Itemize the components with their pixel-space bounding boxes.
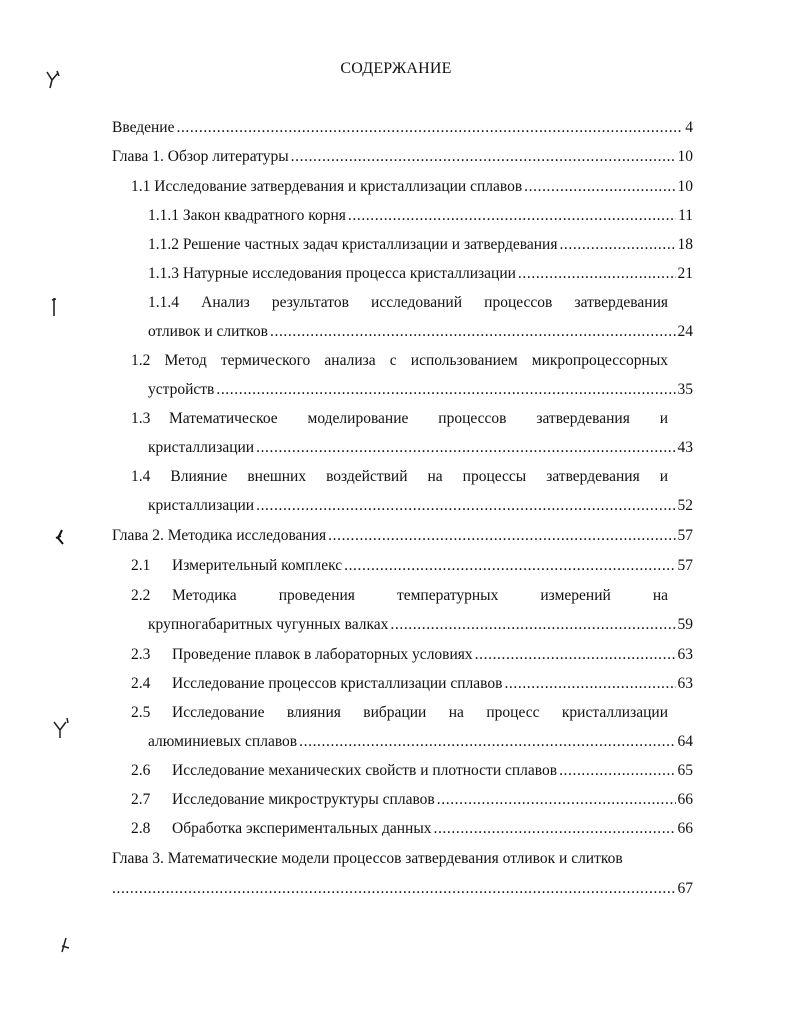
toc-page-number: 52 bbox=[677, 497, 693, 514]
leader-dots bbox=[348, 205, 676, 227]
toc-entry-1-1-3 bbox=[148, 263, 693, 285]
leader-dots bbox=[299, 731, 675, 753]
toc-page-number: 10 bbox=[677, 178, 693, 195]
toc-page-number: 35 bbox=[677, 381, 693, 398]
toc-entry-label: Исследование механических свойств и плотности сплавов bbox=[172, 762, 558, 779]
toc-page-number: 66 bbox=[677, 820, 693, 837]
toc-page-number: 59 bbox=[677, 616, 693, 633]
toc-page-number: 21 bbox=[677, 265, 693, 282]
toc-page-number: 64 bbox=[677, 733, 693, 750]
toc-entry-1-4-line1: 1.4 Влияние внешних воздействий на процессы затвердевания и bbox=[131, 468, 668, 485]
toc-section-number: 2.2 bbox=[131, 587, 151, 604]
toc-entry-chapter-1 bbox=[112, 146, 693, 168]
toc-page-number: 24 bbox=[677, 323, 693, 340]
toc-entry-intro bbox=[112, 117, 693, 139]
leader-dots bbox=[270, 321, 676, 343]
toc-section-number: 2.5 bbox=[131, 704, 151, 721]
toc-entry-2-6 bbox=[172, 760, 693, 782]
toc-entry-2-2-line1: Методика проведения температурных измерений на bbox=[172, 587, 668, 604]
toc-entry-2-8 bbox=[172, 818, 693, 840]
toc-entry-label: 1.1 Исследование затвердевания и кристаллизации сплавов bbox=[131, 178, 523, 195]
toc-entry-chapter-3-line1: Глава 3. Математические модели процессов затвердевания отливок и слитков bbox=[112, 850, 623, 867]
toc-entry-label: Обработка экспериментальных данных bbox=[172, 820, 432, 837]
toc-entry-2-1 bbox=[172, 555, 693, 577]
toc-entry-1-1-4-line1: 1.1.4 Анализ результатов исследований процессов затвердевания bbox=[148, 294, 668, 311]
toc-entry-2-4 bbox=[172, 673, 693, 695]
toc-entry-label: кристаллизации bbox=[148, 497, 255, 514]
toc-entry-1-3-line1: Математическое моделирование процессов затвердевания и bbox=[169, 410, 668, 427]
leader-dots bbox=[433, 818, 675, 840]
leader-dots bbox=[390, 614, 675, 636]
toc-section-number: 2.7 bbox=[131, 791, 151, 808]
leader-dots bbox=[504, 673, 675, 695]
toc-entry-label: Проведение плавок в лабораторных условиях bbox=[172, 646, 473, 663]
toc-entry-2-5-line1: Исследование влияния вибрации на процесс кристаллизации bbox=[172, 704, 668, 721]
leader-dots bbox=[176, 117, 683, 139]
toc-page-number: 65 bbox=[677, 762, 693, 779]
toc-page-number: 10 bbox=[677, 148, 693, 165]
toc-entry-label: отливок и слитков bbox=[148, 323, 268, 340]
margin-mark-icon bbox=[52, 528, 66, 548]
toc-section-number: 1.3 bbox=[131, 410, 151, 427]
toc-entry-2-7 bbox=[172, 789, 693, 811]
toc-entry-1-4 bbox=[148, 495, 693, 517]
toc-entry-label: 1.1.2 Решение частных задач кристаллизации и затвердевания bbox=[148, 236, 558, 253]
toc-entry-1-3 bbox=[148, 437, 693, 459]
toc-page-number: 43 bbox=[677, 439, 693, 456]
toc-section-number: 2.8 bbox=[131, 820, 151, 837]
leader-dots bbox=[112, 878, 676, 900]
leader-dots bbox=[475, 644, 676, 666]
toc-section-number: 2.4 bbox=[131, 675, 151, 692]
toc-entry-1-2 bbox=[148, 379, 693, 401]
toc-entry-2-5 bbox=[148, 731, 693, 753]
leader-dots bbox=[344, 555, 675, 577]
toc-entry-2-2 bbox=[148, 614, 693, 636]
toc-section-number: 2.1 bbox=[131, 557, 151, 574]
toc-page-number: 57 bbox=[677, 557, 693, 574]
toc-page-number: 67 bbox=[677, 880, 693, 897]
toc-entry-label: 1.1.3 Натурные исследования процесса кристаллизации bbox=[148, 265, 516, 282]
toc-section-number: 2.6 bbox=[131, 762, 151, 779]
page-title: СОДЕРЖАНИЕ bbox=[340, 60, 452, 77]
leader-dots bbox=[256, 495, 675, 517]
toc-entry-label: Исследование микроструктуры сплавов bbox=[172, 791, 435, 808]
margin-mark-icon bbox=[52, 716, 72, 740]
toc-entry-1-1 bbox=[131, 176, 693, 198]
leader-dots bbox=[328, 525, 675, 547]
leader-dots bbox=[437, 789, 676, 811]
toc-entry-label: Введение bbox=[112, 119, 175, 136]
toc-page-number: 63 bbox=[677, 646, 693, 663]
toc-page-number: 63 bbox=[677, 675, 693, 692]
toc-page-number: 18 bbox=[677, 236, 693, 253]
margin-mark-icon bbox=[44, 68, 62, 90]
leader-dots bbox=[518, 263, 676, 285]
margin-mark-icon bbox=[58, 936, 72, 956]
toc-entry-1-1-2 bbox=[148, 234, 693, 256]
toc-entry-label: устройств bbox=[148, 381, 215, 398]
toc-entry-label: Исследование процессов кристаллизации сплавов bbox=[172, 675, 503, 692]
toc-entry-label: крупногабаритных чугунных валках bbox=[148, 616, 389, 633]
toc-entry-1-2-line1: 1.2 Метод термического анализа с использованием микропроцессорных bbox=[131, 352, 668, 369]
toc-entry-label: Глава 2. Методика исследования bbox=[112, 527, 327, 544]
toc-section-number: 2.3 bbox=[131, 646, 151, 663]
toc-entry-chapter-2 bbox=[112, 525, 693, 547]
toc-entry-1-1-1 bbox=[148, 205, 693, 227]
toc-page-number: 4 bbox=[685, 119, 693, 136]
toc-entry-1-1-4 bbox=[148, 321, 693, 343]
leader-dots bbox=[256, 437, 675, 459]
leader-dots bbox=[559, 760, 675, 782]
toc-entry-label: алюминиевых сплавов bbox=[148, 733, 298, 750]
toc-entry-label: Измерительный комплекс bbox=[172, 557, 343, 574]
toc-entry-2-3 bbox=[172, 644, 693, 666]
leader-dots bbox=[559, 234, 675, 256]
toc-page-number: 57 bbox=[677, 527, 693, 544]
margin-mark-icon bbox=[48, 296, 60, 318]
toc-page-number: 66 bbox=[677, 791, 693, 808]
toc-entry-label: 1.1.1 Закон квадратного корня bbox=[148, 207, 346, 224]
leader-dots bbox=[216, 379, 675, 401]
leader-dots bbox=[291, 146, 676, 168]
toc-page-number: 11 bbox=[678, 207, 693, 224]
leader-dots bbox=[524, 176, 675, 198]
toc-entry-label: кристаллизации bbox=[148, 439, 255, 456]
toc-entry-label: Глава 1. Обзор литературы bbox=[112, 148, 289, 165]
toc-entry-chapter-3 bbox=[112, 878, 693, 900]
